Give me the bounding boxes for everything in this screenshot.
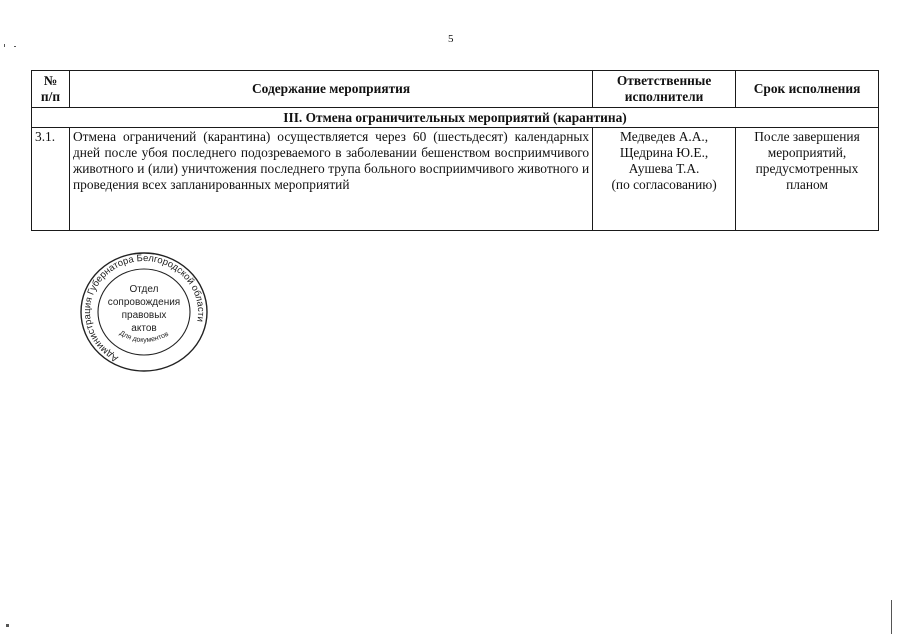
plan-table xyxy=(31,70,879,231)
responsible-line: Медведев А.А., xyxy=(620,129,709,144)
scan-speck xyxy=(4,44,5,47)
section-title: III. Отмена ограничительных мероприятий (карантина) xyxy=(32,108,879,128)
header-deadline: Срок исполнения xyxy=(736,71,879,108)
stamp-ring-text: Администрация Губернатора Белгородской области xyxy=(82,252,207,364)
scan-edge-line xyxy=(891,600,892,634)
table-row xyxy=(32,128,879,231)
table-header-row xyxy=(32,71,879,108)
row-num: 3.1. xyxy=(32,128,70,231)
deadline-line: мероприятий, xyxy=(767,145,847,160)
row-responsible xyxy=(593,128,736,231)
deadline-line: предусмотренных xyxy=(755,161,859,176)
stamp-center-line: правовых xyxy=(121,310,167,321)
scan-speck xyxy=(6,624,9,627)
header-num-line2: п/п xyxy=(40,89,61,104)
scan-speck xyxy=(14,46,16,47)
stamp-center-line: Отдел xyxy=(129,284,159,295)
header-responsible-line1: Ответственные xyxy=(616,73,712,88)
deadline-line: планом xyxy=(786,177,828,192)
responsible-line: Щедрина Ю.Е., xyxy=(619,145,709,160)
section-row xyxy=(32,108,879,128)
header-num xyxy=(32,71,70,108)
responsible-line: (по согласованию) xyxy=(611,177,717,192)
stamp-center-line: сопровождения xyxy=(107,297,181,308)
page-number: 5 xyxy=(448,33,454,45)
stamp-bottom-text: Для документов xyxy=(118,329,170,345)
header-num-line1: № xyxy=(43,73,58,88)
responsible-line: Аушева Т.А. xyxy=(628,161,700,176)
header-responsible xyxy=(593,71,736,108)
row-deadline xyxy=(736,128,879,231)
row-content: Отмена ограничений (карантина) осуществляется через 60 (шестьдесят) календарных дней после убоя последнего подозреваемого в заболевании бешенством восприимчивого животного и (или) уничтожения последнего трупа больного восприимчивого животного и проведения всех запланированных мероприятий xyxy=(69,128,592,231)
official-stamp xyxy=(78,250,210,372)
stamp-center-line: актов xyxy=(131,323,157,334)
header-content: Содержание мероприятия xyxy=(69,71,592,108)
deadline-line: После завершения xyxy=(754,129,860,144)
header-responsible-line2: исполнители xyxy=(624,89,704,104)
